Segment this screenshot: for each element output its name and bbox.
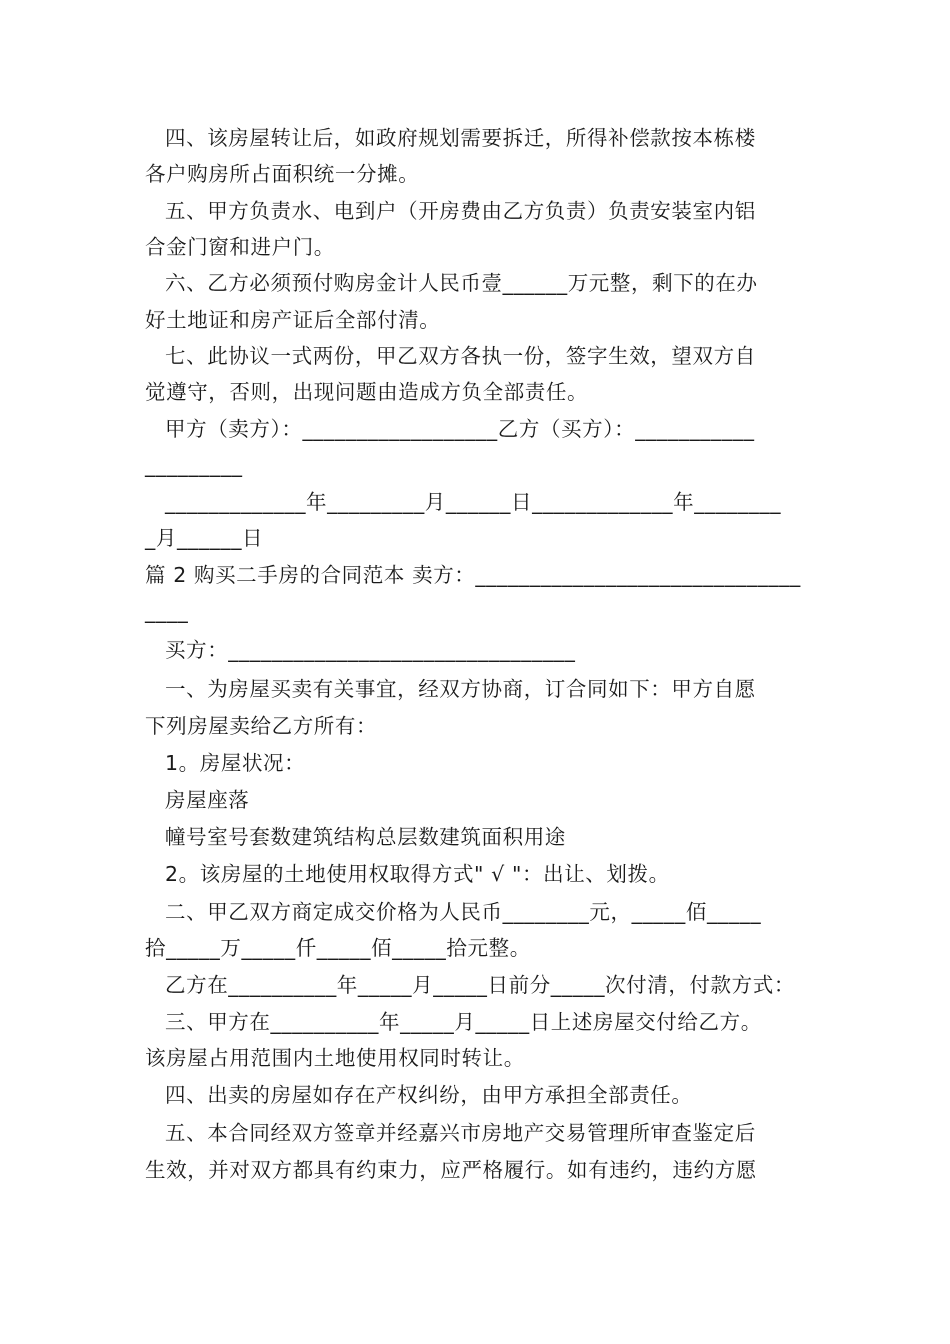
- clause-6-line-2: 好土地证和房产证后全部付清。: [145, 308, 441, 332]
- house-location: 房屋座落: [165, 788, 250, 812]
- house-status: 1。房屋状况：: [165, 751, 306, 775]
- clause-4-line-2: 各户购房所占面积统一分摊。: [145, 162, 420, 186]
- article-2-line-1: 二、甲乙双方商定成交价格为人民币________元，_____佰_____: [165, 900, 762, 924]
- clause-6-line-1: 六、乙方必须预付购房金计人民币壹______万元整，剩下的在办: [165, 271, 758, 295]
- house-details: 幢号室号套数建筑结构总层数建筑面积用途: [165, 825, 566, 849]
- article-2-line-2: 拾_____万_____仟_____佰_____拾元整。: [145, 936, 531, 960]
- article-1-line-1: 一、为房屋买卖有关事宜，经双方协商，订合同如下：甲方自愿: [165, 677, 756, 701]
- signature-line-cont: _________: [145, 453, 243, 477]
- date-line-cont: _月______日: [145, 526, 264, 550]
- clause-5-line-1: 五、甲方负责水、电到户（开房费由乙方负责）负责安装室内铝: [165, 199, 756, 223]
- clause-7-line-2: 觉遵守，否则，出现问题由造成方负全部责任。: [145, 380, 589, 404]
- clause-5-line-2: 合金门窗和进户门。: [145, 235, 335, 259]
- article-5-line-2: 生效，并对双方都具有约束力，应严格履行。如有违约，违约方愿: [145, 1158, 757, 1182]
- signature-line: 甲方（卖方）：__________________乙方（买方）：___________: [165, 417, 755, 441]
- article-3-line-1: 三、甲方在__________年_____月_____日上述房屋交付给乙方。: [165, 1010, 762, 1034]
- buyer-line: 买方：________________________________: [165, 638, 576, 662]
- clause-4-line-1: 四、该房屋转让后，如政府规划需要拆迁，所得补偿款按本栋楼: [165, 126, 756, 150]
- clause-7-line-1: 七、此协议一式两份，甲乙双方各执一份，签字生效，望双方自: [165, 344, 756, 368]
- seller-line-cont: ____: [145, 599, 189, 623]
- payment-line: 乙方在__________年_____月_____日前分_____次付清，付款方式：: [165, 973, 795, 997]
- land-use-right: 2。该房屋的土地使用权取得方式" √ "：出让、划拨。: [165, 862, 670, 886]
- date-line: _____________年_________月______日_____________年________: [165, 490, 782, 514]
- article-1-line-2: 下列房屋卖给乙方所有：: [145, 714, 378, 738]
- article-5-line-1: 五、本合同经双方签章并经嘉兴市房地产交易管理所审查鉴定后: [165, 1121, 756, 1145]
- article-3-line-2: 该房屋占用范围内土地使用权同时转让。: [145, 1046, 525, 1070]
- article-4: 四、出卖的房屋如存在产权纠纷，由甲方承担全部责任。: [165, 1083, 693, 1107]
- section-2-title: 篇 2 购买二手房的合同范本 卖方：______________________________: [145, 563, 801, 587]
